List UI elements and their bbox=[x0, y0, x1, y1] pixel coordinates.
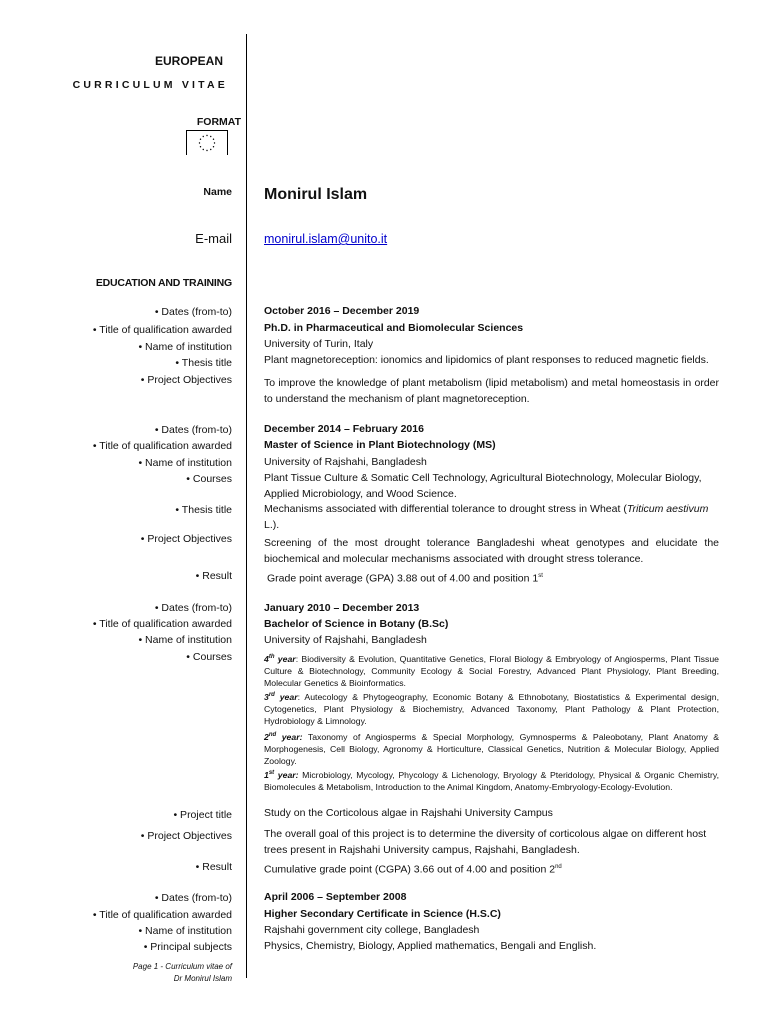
bsc-y2-sup: nd bbox=[268, 732, 277, 738]
ms-title: Master of Science in Plant Biotechnology (MS) bbox=[264, 439, 496, 451]
bsc-y1-text: Microbiology, Mycology, Phycology & Lichenology, Bryology & Pteridology, Physical & Organic Chemistry, Biomolecules & Metabolism, Introduction to the Animal Kingdom, Anatomy-Embryology-Ecology-Evolution. bbox=[264, 769, 719, 793]
ms-thesis-text-end: L.). bbox=[264, 518, 280, 531]
ms-result-sup: st bbox=[538, 573, 543, 579]
bsc-y3-word: year bbox=[274, 691, 298, 702]
footer-line-1: Page 1 - Curriculum vitae of bbox=[132, 962, 232, 971]
name-label: Name bbox=[203, 186, 232, 198]
ms-dates: December 2014 – February 2016 bbox=[264, 423, 424, 435]
person-name: Monirul Islam bbox=[264, 186, 368, 203]
footer-line-2: Dr Monirul Islam bbox=[173, 974, 232, 983]
email-link[interactable]: monirul.islam@unito.it bbox=[264, 232, 388, 246]
ms-result bbox=[267, 569, 722, 587]
phd-inst: University of Turin, Italy bbox=[264, 338, 374, 350]
section-heading-education: EDUCATION AND TRAINING bbox=[95, 277, 232, 289]
bsc-y4-sup: th bbox=[268, 654, 275, 660]
ms-inst-label: • Name of institution bbox=[138, 457, 232, 469]
phd-thesis: Plant magnetoreception: ionomics and lipidomics of plant responses to reduced magnetic fields. bbox=[264, 354, 709, 366]
bsc-project-label: • Project title bbox=[173, 809, 232, 821]
bsc-y3-sup: rd bbox=[268, 692, 275, 698]
bsc-y4-num: 4 bbox=[264, 653, 269, 664]
bsc-courses-year2 bbox=[264, 729, 719, 768]
eu-stars-icon bbox=[186, 130, 228, 155]
ms-courses-label: • Courses bbox=[186, 473, 232, 485]
column-divider bbox=[246, 34, 247, 978]
bsc-result-sup: nd bbox=[555, 864, 562, 870]
hsc-title: Higher Secondary Certificate in Science (H.S.C) bbox=[264, 908, 501, 920]
ms-result-label: • Result bbox=[195, 570, 232, 582]
email-label: E-mail bbox=[195, 231, 232, 246]
bsc-y1-word: year: bbox=[274, 769, 299, 780]
bsc-result bbox=[264, 860, 719, 878]
bsc-y2-num: 2 bbox=[264, 731, 269, 742]
hsc-subjects-label: • Principal subjects bbox=[143, 941, 232, 953]
hsc-title-label: • Title of qualification awarded bbox=[92, 909, 232, 921]
ms-dates-label: • Dates (from-to) bbox=[154, 424, 232, 436]
bsc-courses-label: • Courses bbox=[186, 651, 232, 663]
ms-thesis bbox=[264, 502, 719, 533]
hsc-dates: April 2006 – September 2008 bbox=[264, 891, 407, 903]
bsc-courses-year4 bbox=[264, 651, 719, 690]
hsc-inst-label: • Name of institution bbox=[138, 925, 232, 937]
ms-courses: Plant Tissue Culture & Somatic Cell Technology, Agricultural Biotechnology, Molecular Biology, Applied Microbiology, and Wood Science. bbox=[264, 472, 702, 500]
email-value-wrap bbox=[264, 231, 719, 247]
ms-obj-label: • Project Objectives bbox=[140, 533, 232, 545]
bsc-courses-year1 bbox=[264, 767, 719, 793]
bsc-y2-word: year: bbox=[276, 731, 303, 742]
phd-title-label: • Title of qualification awarded bbox=[92, 324, 232, 336]
bsc-dates: January 2010 – December 2013 bbox=[264, 602, 420, 614]
cv-header-format: FORMAT bbox=[196, 116, 241, 128]
phd-obj: To improve the knowledge of plant metabolism (lipid metabolism) and metal homeostasis in order to understand the mechanism of plant magnetoreception. bbox=[264, 377, 719, 405]
bsc-courses-year3 bbox=[264, 689, 719, 728]
ms-thesis-label: • Thesis title bbox=[175, 504, 232, 516]
ms-result-text: Grade point average (GPA) 3.88 out of 4.00 and position 1 bbox=[267, 572, 539, 585]
bsc-y1-num: 1 bbox=[264, 769, 269, 780]
phd-dates-label: • Dates (from-to) bbox=[154, 306, 232, 318]
cv-header-european: EUROPEAN bbox=[154, 54, 223, 68]
bsc-y4-word: year bbox=[274, 653, 296, 664]
bsc-result-label: • Result bbox=[195, 861, 232, 873]
phd-dates: October 2016 – December 2019 bbox=[264, 305, 420, 317]
bsc-result-text: Cumulative grade point (CGPA) 3.66 out of 4.00 and position 2 bbox=[264, 863, 556, 876]
ms-title-label: • Title of qualification awarded bbox=[92, 440, 232, 452]
hsc-subjects: Physics, Chemistry, Biology, Applied mathematics, Bengali and English. bbox=[264, 940, 597, 952]
phd-thesis-label: • Thesis title bbox=[175, 357, 232, 369]
phd-inst-label: • Name of institution bbox=[138, 341, 232, 353]
bsc-obj-label: • Project Objectives bbox=[140, 830, 232, 842]
hsc-inst: Rajshahi government city college, Bangladesh bbox=[264, 924, 480, 936]
bsc-y1-sup: st bbox=[268, 770, 275, 776]
ms-thesis-species: Triticum aestivum bbox=[626, 503, 709, 515]
bsc-y3-num: 3 bbox=[264, 691, 269, 702]
hsc-dates-label: • Dates (from-to) bbox=[154, 892, 232, 904]
phd-title: Ph.D. in Pharmaceutical and Biomolecular Sciences bbox=[264, 322, 524, 334]
ms-obj: Screening of the most drought tolerance Bangladeshi wheat genotypes and elucidate the biochemical and molecular mechanisms associated with drought stress tolerance. bbox=[264, 537, 719, 565]
bsc-title: Bachelor of Science in Botany (B.Sc) bbox=[264, 618, 449, 630]
phd-obj-label: • Project Objectives bbox=[140, 374, 232, 386]
bsc-inst-label: • Name of institution bbox=[138, 634, 232, 646]
cv-header-title: CURRICULUM VITAE bbox=[72, 79, 228, 91]
bsc-obj: The overall goal of this project is to determine the diversity of corticolous algae on different host trees present in Rajshahi University campus, Rajshahi, Bangladesh. bbox=[264, 828, 707, 856]
bsc-dates-label: • Dates (from-to) bbox=[154, 602, 232, 614]
ms-thesis-text: Mechanisms associated with differential tolerance to drought stress in Wheat ( bbox=[264, 503, 627, 515]
bsc-inst: University of Rajshahi, Bangladesh bbox=[264, 634, 427, 646]
bsc-title-label: • Title of qualification awarded bbox=[92, 618, 232, 630]
ms-inst: University of Rajshahi, Bangladesh bbox=[264, 456, 427, 468]
bsc-project: Study on the Corticolous algae in Rajshahi University Campus bbox=[264, 807, 553, 819]
bsc-y4-text: : Biodiversity & Evolution, Quantitative Genetics, Floral Biology & Embryology of Angiosperms, Plant Tissue Culture & Biotechnology, Community Ecology & Social Forestry, Advanced Plant Physiology, Plant Breeding, Molecular Genetics & Bioinformatics. bbox=[264, 653, 719, 689]
bsc-y2-text: Taxonomy of Angiosperms & Special Morphology, Gymnosperms & Paleobotany, Plant Anatomy & Morphogenesis, Cell Biology, Agronomy & Horticulture, Classical Genetics, Nutrition & Molecular Biology, Applied Zoology. bbox=[264, 731, 720, 767]
bsc-y3-text: : Autecology & Phytogeography, Economic Botany & Ethnobotany, Biostatistics & Experimental design, Cytogenetics, Plant Physiology & Biochemistry, Advanced Taxonomy, Plant Pathology & Plant Protection, Hydrobiology & Limnology. bbox=[264, 691, 719, 727]
